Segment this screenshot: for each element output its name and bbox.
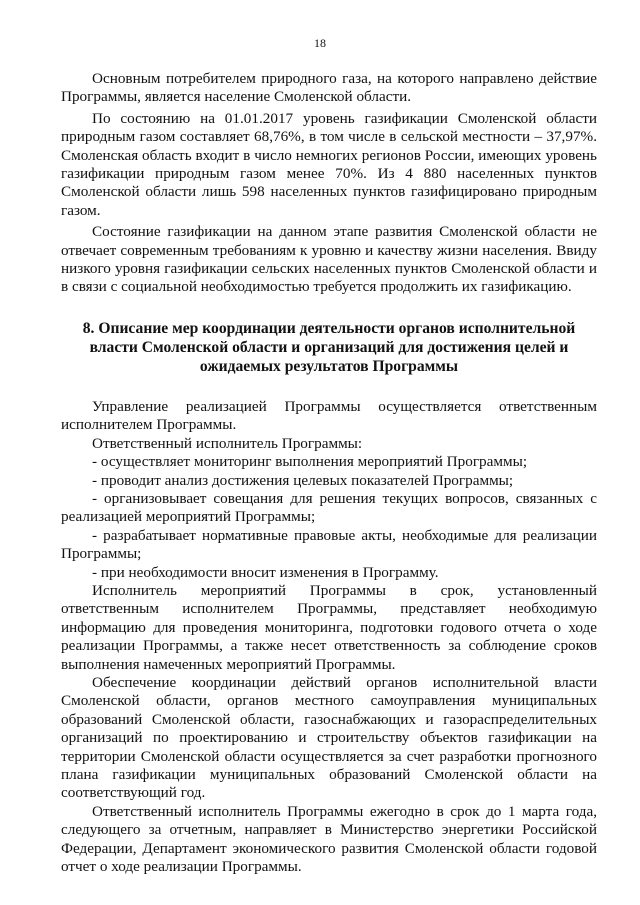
paragraph-consumer: Основным потребителем природного газа, на которого направлено действие Программы, является население Смоленской области. <box>61 70 597 106</box>
list-item-meetings: - организовывает совещания для решения текущих вопросов, связанных с реализацией мероприятий Программы; <box>61 489 597 526</box>
paragraph-gasification-state: Состояние газификации на данном этапе развития Смоленской области не отвечает современным требованиям к уровню и качеству жизни населения. Ввиду низкого уровня газификации сельских населенных пунктов Смоленской области и в связи с социальной необходимостью требуется продолжить их газификацию. <box>61 223 597 296</box>
paragraph-coordination: Обеспечение координации действий органов исполнительной власти Смоленской области, органов местного самоуправления муниципальных образований Смоленской области, газоснабжающих и газораспределительных организаций по проектированию и строительству объектов газификации на территории Смоленской области осуществляется за счет разработки прогнозного плана газификации муниципальных образований Смоленской области на соответствующий год. <box>61 673 597 802</box>
paragraph-management: Управление реализацией Программы осуществляется ответственным исполнителем Программы. <box>61 397 597 434</box>
paragraph-gasification-level: По состоянию на 01.01.2017 уровень газификации Смоленской области природным газом составляет 68,76%, в том числе в сельской местности – 37,97%. Смоленская область входит в число немногих регионов России, имеющих уровень газификации природным газом менее 70%. Из 4 880 населенных пунктов Смоленской области лишь 598 населенных пунктов газифицировано природным газом. <box>61 109 597 219</box>
list-item-legal-acts: - разрабатывает нормативные правовые акты, необходимые для реализации Программы; <box>61 526 597 563</box>
paragraph-annual-report: Ответственный исполнитель Программы ежегодно в срок до 1 марта года, следующего за отчетным, направляет в Министерство энергетики Российской Федерации, Департамент экономического развития Смоленской области годовой отчет о ходе реализации Программы. <box>61 802 597 876</box>
list-item-changes: - при необходимости вносит изменения в Программу. <box>92 563 439 581</box>
paragraph-executor-duties: Исполнитель мероприятий Программы в срок, установленный ответственным исполнителем Программы, представляет необходимую информацию для проведения мониторинга, подготовки годового отчета о ходе реализации Программы, а также несет ответственность за соблюдение сроков выполнения намеченных мероприятий Программы. <box>61 581 597 673</box>
section-heading: 8. Описание мер координации деятельности органов исполнительной власти Смоленской области и организаций для достижения целей и ожидаемых результатов Программы <box>82 319 576 375</box>
document-body <box>61 70 597 876</box>
list-item-monitoring: - осуществляет мониторинг выполнения мероприятий Программы; <box>92 453 528 471</box>
paragraph-responsible-executor: Ответственный исполнитель Программы: <box>92 434 363 452</box>
list-item-analysis: - проводит анализ достижения целевых показателей Программы; <box>92 471 514 489</box>
page-number: 18 <box>314 36 326 50</box>
